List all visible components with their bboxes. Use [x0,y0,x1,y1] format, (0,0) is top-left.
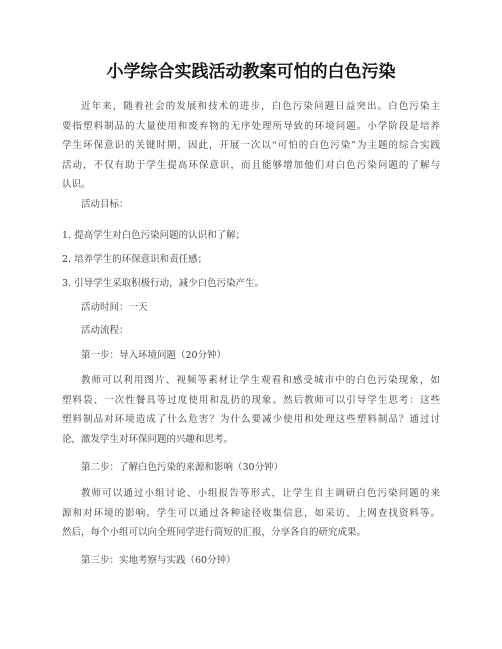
intro-paragraph [62,97,440,195]
document-title: 小学综合实践活动教案可怕的白色污染 [106,62,396,82]
step1-line: 教师可以利用图片、视频等素材让学生观看和感受城市中的白色污染现象，如 [81,375,440,386]
step1-line: 塑料袋、一次性餐具等过度使用和乱扔的现象。然后教师可以引导学生思考：这些 [62,394,440,406]
process-heading: 活动流程： [81,325,129,336]
step1-line: 论，激发学生对环保问题的兴趣和思考。 [62,433,234,445]
intro-line: 活动，不仅有助于学生提高环保意识，而且能够增加他们对白色污染问题的了解与 [62,159,440,171]
step-heading: 第三步：实地考察与实践（60分钟） [81,555,236,566]
step2-line: 教师可以通过小组讨论、小组报告等形式，让学生自主调研白色污染问题的来 [81,488,440,499]
intro-line: 认识。 [62,179,91,190]
step-heading: 第二步：了解白色污染的来源和影响（30分钟） [81,462,284,473]
step-heading: 第一步：导入环境问题（20分钟） [81,350,227,361]
activity-time: 活动时间：一天 [81,302,148,313]
goal-item: 2. 培养学生的环保意识和责任感； [62,254,208,265]
goals-heading: 活动目标： [81,199,129,210]
intro-line: 要指塑料制品的大量使用和废弃物的无序处理所导致的环境问题。小学阶段是培养 [62,120,440,132]
step2-line: 源和对环境的影响。学生可以通过各种途径收集信息，如采访、上网查找资料等。 [62,507,440,519]
step1-paragraph [62,371,440,449]
intro-line: 学生环保意识的关键时期，因此，开展一次以“可怕的白色污染”为主题的综合实践 [62,140,440,151]
intro-line: 近年来，随着社会的发展和技术的进步，白色污染问题日益突出。白色污染主 [81,101,440,112]
step2-line: 然后，每个小组可以向全班同学进行简短的汇报，分享各自的研究成果。 [62,527,367,538]
step1-line: 塑料制品对环境造成了什么危害？为什么要减少使用和处理这些塑料制品？通过讨 [62,414,440,425]
goal-item: 3. 引导学生采取积极行动，减少白色污染产生。 [62,278,265,289]
step2-paragraph [62,484,440,543]
goal-item: 1. 提高学生对白色污染问题的认识和了解； [62,230,246,241]
